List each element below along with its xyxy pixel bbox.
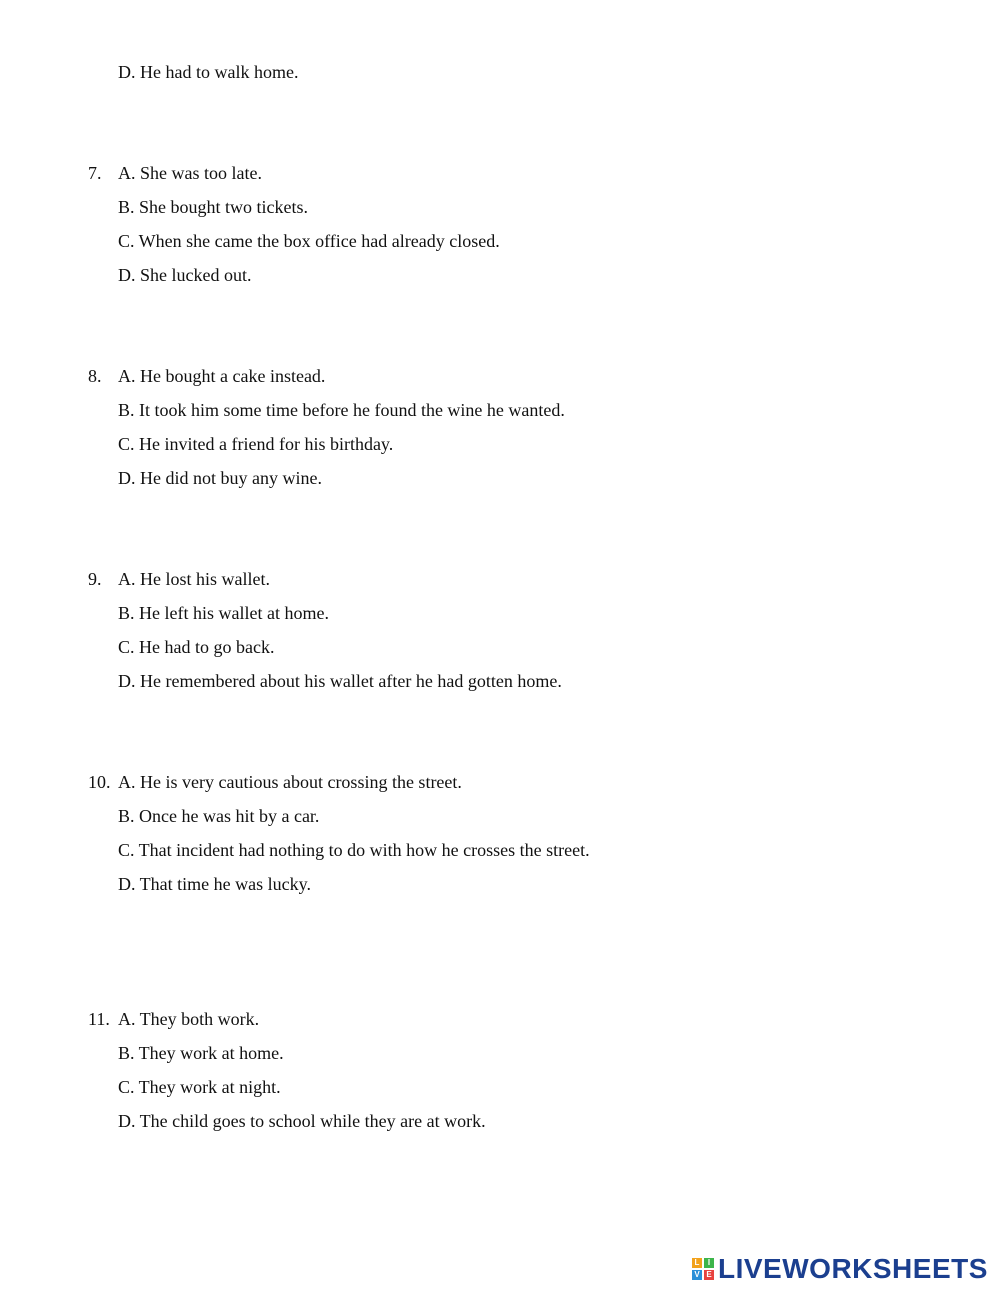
- option-d: D. He remembered about his wallet after he had gotten home.: [118, 671, 562, 691]
- option-a: A. He lost his wallet.: [118, 569, 270, 589]
- logo-text: LIVEWORKSHEETS: [718, 1253, 988, 1284]
- option-d: D. She lucked out.: [118, 265, 252, 285]
- logo-mark-i: I: [704, 1258, 714, 1268]
- logo-mark-l: L: [692, 1258, 702, 1268]
- option-c: C. That incident had nothing to do with how he crosses the street.: [118, 840, 590, 860]
- option-b: B. It took him some time before he found the wine he wanted.: [118, 400, 565, 420]
- option-d: D. That time he was lucky.: [118, 874, 311, 894]
- option-d: D. The child goes to school while they are at work.: [118, 1111, 486, 1131]
- option-b: B. She bought two tickets.: [118, 197, 308, 217]
- option-b: B. They work at home.: [118, 1043, 284, 1063]
- option-b: B. Once he was hit by a car.: [118, 806, 320, 826]
- option-b: B. He left his wallet at home.: [118, 603, 329, 623]
- option-d: D. He did not buy any wine.: [118, 468, 322, 488]
- option-a: A. They both work.: [118, 1009, 260, 1029]
- option-a: A. She was too late.: [118, 163, 262, 183]
- question-number: 11.: [88, 1009, 110, 1029]
- logo-mark-e: E: [704, 1270, 714, 1280]
- option-c: C. He had to go back.: [118, 637, 275, 657]
- logo-mark-v: V: [692, 1270, 702, 1280]
- liveworksheets-logo: [692, 1254, 988, 1284]
- question-number: 8.: [88, 366, 102, 386]
- option-a: A. He bought a cake instead.: [118, 366, 326, 386]
- question-number: 10.: [88, 772, 111, 792]
- logo-mark-icon: [692, 1258, 714, 1280]
- option-d: D. He had to walk home.: [118, 62, 299, 82]
- option-c: C. They work at night.: [118, 1077, 281, 1097]
- option-c: C. When she came the box office had already closed.: [118, 231, 500, 251]
- question-number: 7.: [88, 163, 102, 183]
- option-a: A. He is very cautious about crossing the street.: [118, 772, 462, 792]
- option-c: C. He invited a friend for his birthday.: [118, 434, 394, 454]
- question-number: 9.: [88, 569, 102, 589]
